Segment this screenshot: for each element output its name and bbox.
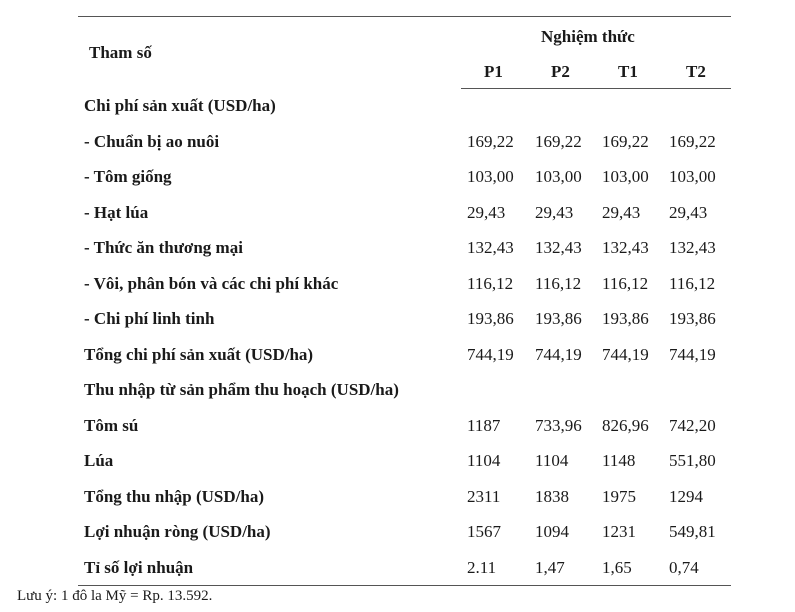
table-cell: 132,43: [602, 238, 649, 257]
table-cell: 1567: [467, 522, 501, 541]
table-cell: 193,86: [467, 309, 514, 328]
table-cell: 103,00: [602, 167, 649, 186]
row-label: - Vôi, phân bón và các chi phí khác: [84, 274, 339, 293]
table-cell: 132,43: [535, 238, 582, 257]
table-cell: 0,74: [669, 558, 699, 577]
table-cell: 1231: [602, 522, 636, 541]
table-cell: 1104: [467, 451, 501, 470]
table-cell: 744,19: [669, 345, 716, 364]
row-label: Tỉ số lợi nhuận: [84, 558, 194, 577]
table-cell: 1104: [535, 451, 569, 470]
row-label: - Hạt lúa: [84, 203, 149, 222]
header-divider-rule: [461, 88, 731, 89]
row-label: - Thức ăn thương mại: [84, 238, 243, 257]
table-cell: 193,86: [535, 309, 582, 328]
table-cell: 1094: [535, 522, 569, 541]
table-cell: 744,19: [602, 345, 649, 364]
table-top-rule: [78, 16, 731, 17]
row-label: - Chi phí linh tinh: [84, 309, 215, 328]
row-label: Thu nhập từ sản phẩm thu hoạch (USD/ha): [84, 380, 399, 399]
table-cell: 29,43: [602, 203, 641, 222]
table-cell: 826,96: [602, 416, 649, 435]
table-cell: 169,22: [535, 132, 582, 151]
table-cell: 1975: [602, 487, 636, 506]
table-cell: 1,47: [535, 558, 565, 577]
table-cell: 132,43: [467, 238, 514, 257]
table-cell: 169,22: [602, 132, 649, 151]
table-cell: 744,19: [535, 345, 582, 364]
table-cell: 193,86: [669, 309, 716, 328]
table-cell: 103,00: [669, 167, 716, 186]
table-cell: 193,86: [602, 309, 649, 328]
table-cell: 103,00: [535, 167, 582, 186]
row-label: Lúa: [84, 451, 114, 470]
table-cell: 2311: [467, 487, 501, 506]
table-cell: 169,22: [669, 132, 716, 151]
table-cell: 549,81: [669, 522, 716, 541]
column-header-t1: T1: [618, 62, 638, 81]
table-cell: 1294: [669, 487, 703, 506]
column-header-p1: P1: [484, 62, 503, 81]
row-label: Tôm sú: [84, 416, 139, 435]
row-label: - Tôm giống: [84, 167, 172, 186]
table-cell: 116,12: [602, 274, 649, 293]
table-cell: 551,80: [669, 451, 716, 470]
param-column-header: Tham số: [89, 43, 152, 62]
table-cell: 733,96: [535, 416, 582, 435]
row-label: Tổng chi phí sản xuất (USD/ha): [84, 345, 314, 364]
table-cell: 29,43: [467, 203, 506, 222]
footnote: Lưu ý: 1 đô la Mỹ = Rp. 13.592.: [17, 588, 213, 604]
table-cell: 2.11: [467, 558, 497, 577]
table-cell: 103,00: [467, 167, 514, 186]
row-label: - Chuẩn bị ao nuôi: [84, 132, 220, 151]
table-cell: 116,12: [535, 274, 582, 293]
table-bottom-rule: [78, 585, 731, 586]
table-cell: 132,43: [669, 238, 716, 257]
table-cell: 29,43: [669, 203, 708, 222]
table-cell: 742,20: [669, 416, 716, 435]
column-header-t2: T2: [686, 62, 706, 81]
table-cell: 744,19: [467, 345, 514, 364]
column-header-p2: P2: [551, 62, 570, 81]
table-cell: 116,12: [669, 274, 716, 293]
row-label: Chi phí sản xuất (USD/ha): [84, 96, 276, 115]
table-cell: 1,65: [602, 558, 632, 577]
row-label: Tổng thu nhập (USD/ha): [84, 487, 264, 506]
table-cell: 116,12: [467, 274, 514, 293]
table-cell: 1838: [535, 487, 569, 506]
table-cell: 1187: [467, 416, 501, 435]
table-cell: 29,43: [535, 203, 574, 222]
treatment-group-header: Nghiệm thức: [541, 27, 635, 46]
table-cell: 1148: [602, 451, 636, 470]
table-cell: 169,22: [467, 132, 514, 151]
row-label: Lợi nhuận ròng (USD/ha): [84, 522, 271, 541]
